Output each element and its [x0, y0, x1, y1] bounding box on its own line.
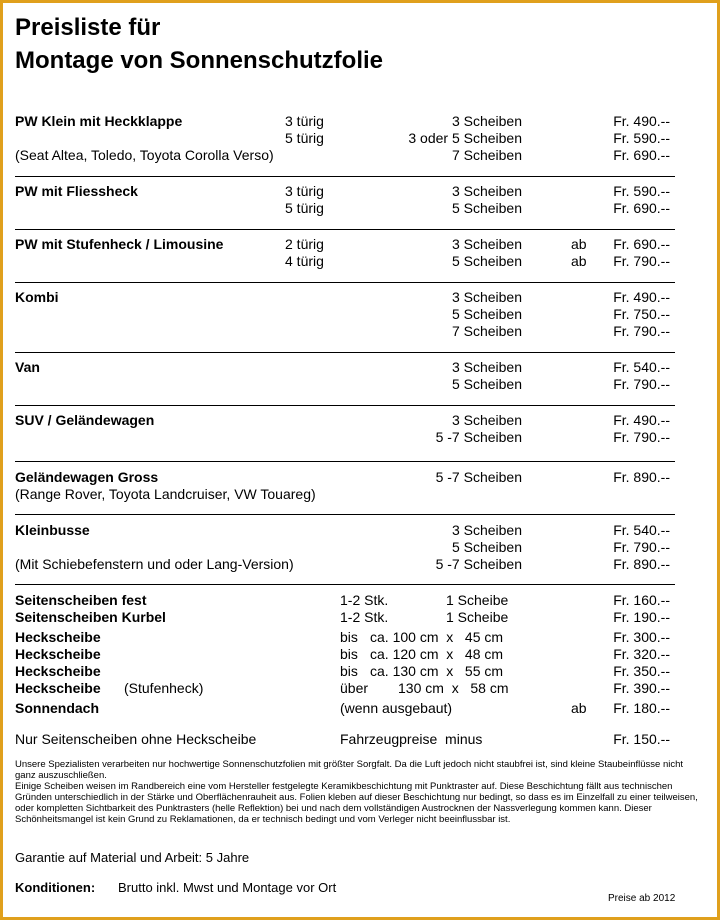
disclaimer-paragraph-1: Unsere Spezialisten verarbeiten nur hochwertige Sonnenschutzfolien mit größter Sorgfalt. Da die Luft jedoch nicht staubfrei ist, sind kleine Staubeinflüsse nicht ganz auszuschließen. — [15, 759, 684, 781]
section-kombi-name: Kombi — [15, 289, 59, 305]
section-divider — [15, 352, 675, 353]
price: Fr. 590.-- — [613, 130, 670, 146]
section-gelaendewagen-gross-name: Geländewagen Gross — [15, 469, 159, 485]
doors: 3 türig — [285, 113, 324, 129]
price: Fr. 540.-- — [613, 522, 670, 538]
windows: 5 -7 Scheiben — [435, 556, 522, 572]
doors: 4 türig — [285, 253, 324, 269]
extra-qty: 1-2 Stk. — [340, 592, 389, 608]
price: Fr. 490.-- — [613, 412, 670, 428]
section-note: (Range Rover, Toyota Landcruiser, VW Touareg) — [15, 486, 316, 502]
price: Fr. 180.-- — [613, 700, 670, 716]
price: Fr. 690.-- — [613, 147, 670, 163]
extra-qty: bis — [340, 629, 358, 645]
price: Fr. 790.-- — [613, 253, 670, 269]
doors: 2 türig — [285, 236, 324, 252]
price: Fr. 300.-- — [613, 629, 670, 645]
extra-note: (Stufenheck) — [124, 680, 204, 696]
price: Fr. 160.-- — [613, 592, 670, 608]
windows: 3 Scheiben — [451, 412, 522, 428]
windows: 3 Scheiben — [451, 289, 522, 305]
ab-label: ab — [571, 700, 587, 716]
side-only-middle: Fahrzeugpreise minus — [340, 731, 483, 747]
extra-qty: über — [340, 680, 369, 696]
section-divider — [15, 282, 675, 283]
price: Fr. 350.-- — [613, 663, 670, 679]
section-pw-klein-name: PW Klein mit Heckklappe — [15, 113, 183, 129]
extra-item-name: Heckscheibe — [15, 646, 101, 662]
price: Fr. 390.-- — [613, 680, 670, 696]
extra-item-name: Seitenscheiben fest — [15, 592, 147, 608]
windows: 5 -7 Scheiben — [435, 469, 522, 485]
price: Fr. 690.-- — [613, 236, 670, 252]
extra-spec: ca. 100 cm x 45 cm — [370, 629, 504, 645]
windows: 5 Scheiben — [451, 306, 522, 322]
section-divider — [15, 514, 675, 515]
extra-spec: ca. 130 cm x 55 cm — [370, 663, 504, 679]
extra-qty: bis — [340, 646, 358, 662]
conditions-text: Brutto inkl. Mwst und Montage vor Ort — [118, 880, 337, 895]
price: Fr. 790.-- — [613, 376, 670, 392]
section-note: (Seat Altea, Toledo, Toyota Corolla Verso) — [15, 147, 274, 163]
windows: 3 Scheiben — [451, 236, 522, 252]
windows: 5 Scheiben — [451, 253, 522, 269]
price: Fr. 490.-- — [613, 289, 670, 305]
price: Fr. 540.-- — [613, 359, 670, 375]
price: Fr. 690.-- — [613, 200, 670, 216]
extra-item-name: Heckscheibe — [15, 629, 101, 645]
disclaimer-paragraph-2: Einige Scheiben weisen im Randbereich eine vom Hersteller festgelegte Keramikbeschichtung mit Punktraster auf. Diese Beschichtung fällt aus technischen Gründen unterschiedlich in der Stärke und Oberflächenrauheit aus. Folien kleben auf dieser Beschichtung nur bedingt, so dass es im Einzelfall zu einer teilweisen, oder kompletten Sichtbarkeit des Punktrasters (helle Reflektion) bei und nach dem vollständigen Austrocknen der Nassverlegung kommen kann. Dieser Schönheitsmangel ist kein Grund zu Reklamationen, da er technisch bedingt und vom Verleger nicht beeinflussbar ist. — [15, 781, 698, 825]
section-divider — [15, 405, 675, 406]
section-kleinbusse-name: Kleinbusse — [15, 522, 90, 538]
price: Fr. 190.-- — [613, 609, 670, 625]
price: Fr. 320.-- — [613, 646, 670, 662]
windows: 5 Scheiben — [451, 376, 522, 392]
ab-label: ab — [571, 253, 587, 269]
windows: 3 Scheiben — [451, 113, 522, 129]
extra-qty: (wenn ausgebaut) — [340, 700, 453, 716]
section-divider — [15, 229, 675, 230]
section-suv-name: SUV / Geländewagen — [15, 412, 155, 428]
windows: 3 Scheiben — [451, 183, 522, 199]
section-stufenheck-name: PW mit Stufenheck / Limousine — [15, 236, 224, 252]
price: Fr. 750.-- — [613, 306, 670, 322]
extra-item-name: Heckscheibe — [15, 680, 101, 696]
section-divider — [15, 176, 675, 177]
price: Fr. 150.-- — [613, 731, 670, 747]
price: Fr. 890.-- — [613, 469, 670, 485]
extra-qty: bis — [340, 663, 358, 679]
extra-qty: 1-2 Stk. — [340, 609, 389, 625]
windows: 3 Scheiben — [451, 522, 522, 538]
windows: 5 Scheiben — [451, 200, 522, 216]
price: Fr. 590.-- — [613, 183, 670, 199]
section-fliessheck-name: PW mit Fliessheck — [15, 183, 138, 199]
extra-spec: ca. 120 cm x 48 cm — [370, 646, 504, 662]
price: Fr. 790.-- — [613, 429, 670, 445]
windows: 3 Scheiben — [451, 359, 522, 375]
windows: 3 oder 5 Scheiben — [408, 130, 522, 146]
extra-spec: 1 Scheibe — [446, 592, 509, 608]
section-van-name: Van — [15, 359, 40, 375]
windows: 5 -7 Scheiben — [435, 429, 522, 445]
conditions-label: Konditionen: — [15, 880, 96, 895]
windows: 5 Scheiben — [451, 539, 522, 555]
price: Fr. 790.-- — [613, 323, 670, 339]
extra-item-name: Sonnendach — [15, 700, 100, 716]
doors: 5 türig — [285, 130, 324, 146]
page-title-line-1: Preisliste für — [15, 14, 161, 41]
windows: 7 Scheiben — [451, 147, 522, 163]
doors: 3 türig — [285, 183, 324, 199]
price: Fr. 790.-- — [613, 539, 670, 555]
ab-label: ab — [571, 236, 587, 252]
price: Fr. 890.-- — [613, 556, 670, 572]
price: Fr. 490.-- — [613, 113, 670, 129]
extra-spec: 1 Scheibe — [446, 609, 509, 625]
page-title-line-2: Montage von Sonnenschutzfolie — [15, 47, 384, 74]
extra-spec: 130 cm x 58 cm — [398, 680, 509, 696]
extra-item-name: Heckscheibe — [15, 663, 101, 679]
section-divider — [15, 461, 675, 462]
extra-item-name: Seitenscheiben Kurbel — [15, 609, 166, 625]
doors: 5 türig — [285, 200, 324, 216]
windows: 7 Scheiben — [451, 323, 522, 339]
footer-price-date: Preise ab 2012 — [608, 893, 676, 904]
section-divider — [15, 584, 675, 585]
guarantee-text: Garantie auf Material und Arbeit: 5 Jahre — [15, 850, 250, 865]
side-only-label: Nur Seitenscheiben ohne Heckscheibe — [15, 731, 257, 747]
section-note: (Mit Schiebefenstern und oder Lang-Version) — [15, 556, 294, 572]
